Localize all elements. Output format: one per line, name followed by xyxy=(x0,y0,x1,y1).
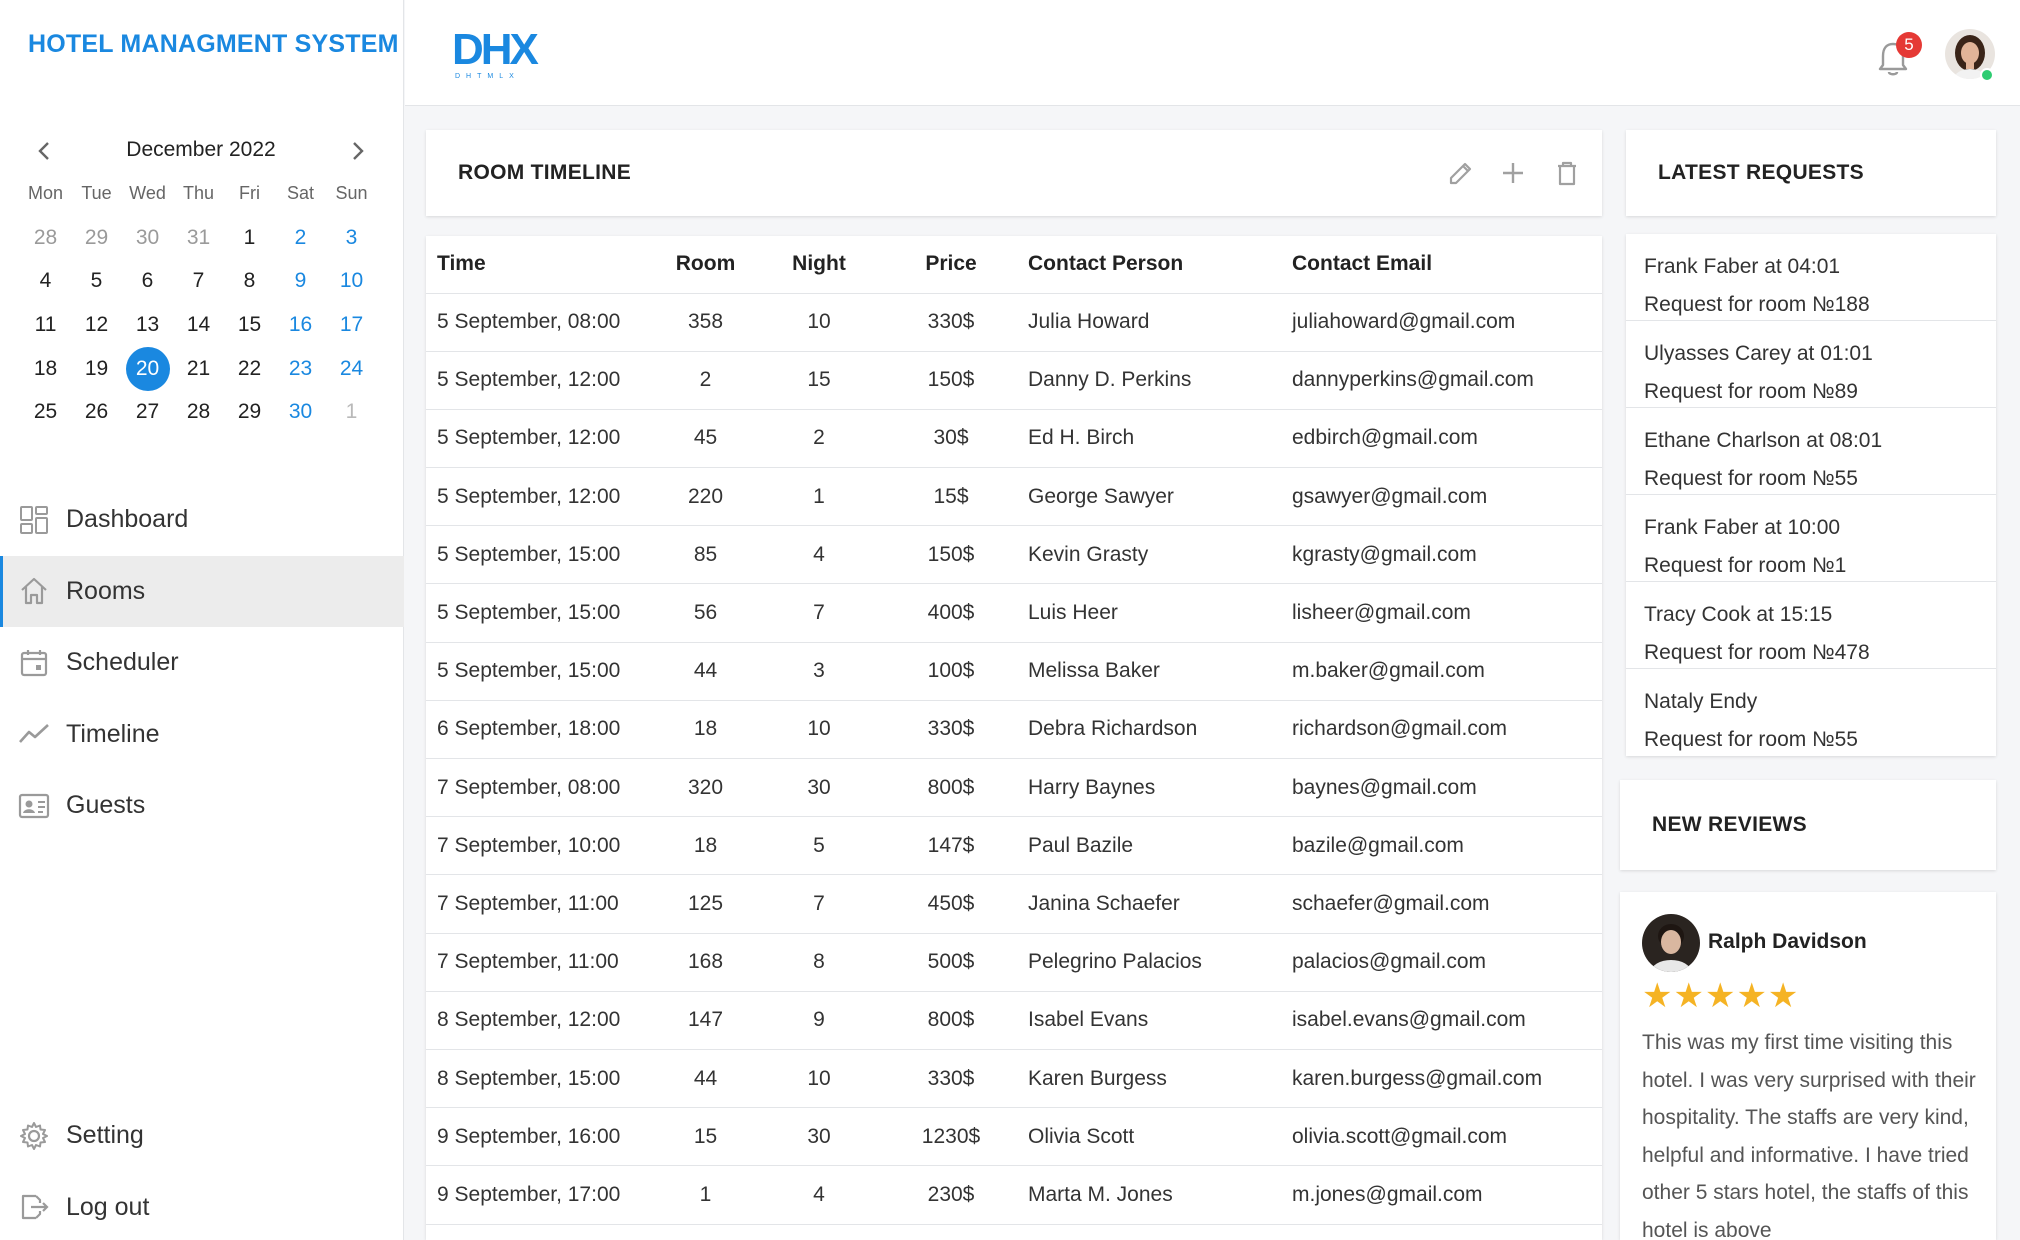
cell-contact-email: juliahoward@gmail.com xyxy=(1281,293,1602,351)
home-icon xyxy=(18,575,50,607)
table-row[interactable] xyxy=(426,1049,1602,1107)
cell-contact-person: Luis Heer xyxy=(1017,584,1281,642)
calendar-day-number: 16 xyxy=(288,312,313,336)
cell-room: 85 xyxy=(658,526,753,584)
cell-time: 7 September, 08:00 xyxy=(426,759,658,817)
sidebar-item-label: Guests xyxy=(66,791,146,820)
calendar-day-number: 13 xyxy=(135,312,160,336)
calendar-weekday: Wed xyxy=(129,183,166,203)
sidebar xyxy=(0,0,404,1240)
calendar-day[interactable] xyxy=(71,303,122,347)
cell-night: 10 xyxy=(753,1049,885,1107)
cell-night: 5 xyxy=(753,817,885,875)
reviewer-avatar xyxy=(1642,914,1700,972)
sidebar-item-label: Setting xyxy=(66,1121,144,1150)
app-title: HOTEL MANAGMENT SYSTEM xyxy=(28,30,399,58)
calendar-day-number: 23 xyxy=(288,356,313,380)
cell-room: 15 xyxy=(658,1108,753,1166)
chevron-right-icon[interactable] xyxy=(342,136,372,166)
cell-time: 9 September, 16:00 xyxy=(426,1108,658,1166)
sidebar-item-log-out[interactable] xyxy=(0,1172,404,1240)
sidebar-item-scheduler[interactable] xyxy=(0,627,404,699)
cell-time: 8 September, 12:00 xyxy=(426,991,658,1049)
cell-room: 358 xyxy=(658,293,753,351)
cell-contact-person: Paul Bazile xyxy=(1017,817,1281,875)
sidebar-item-dashboard[interactable] xyxy=(0,484,404,556)
calendar-day[interactable] xyxy=(20,390,71,434)
sidebar-nav xyxy=(0,484,404,842)
cell-room: 2 xyxy=(658,351,753,409)
cell-room: 18 xyxy=(658,817,753,875)
calendar-day[interactable] xyxy=(122,260,173,304)
cell-room: 44 xyxy=(658,1049,753,1107)
calendar-weekday: Mon xyxy=(27,183,63,203)
cell-contact-email: richardson@gmail.com xyxy=(1281,700,1602,758)
column-header-price[interactable]: Price xyxy=(885,236,1017,293)
table-row[interactable] xyxy=(426,759,1602,817)
calendar-day[interactable] xyxy=(173,216,224,260)
room-timeline-grid xyxy=(426,236,1602,1240)
calendar-day[interactable] xyxy=(71,260,122,304)
cell-price: 330$ xyxy=(885,1049,1017,1107)
table-row[interactable] xyxy=(426,351,1602,409)
cell-contact-person: Julia Howard xyxy=(1017,293,1281,351)
cell-price: 400$ xyxy=(885,584,1017,642)
cell-contact-email: lisheer@gmail.com xyxy=(1281,584,1602,642)
calendar-day-number: 1 xyxy=(243,225,256,249)
room-timeline-header xyxy=(426,130,1602,216)
cell-contact-person: Olivia Scott xyxy=(1017,1108,1281,1166)
table-row[interactable] xyxy=(426,933,1602,991)
gear-icon xyxy=(18,1120,50,1152)
table-row[interactable] xyxy=(426,584,1602,642)
calendar-day-number: 14 xyxy=(186,312,211,336)
calendar-day-number: 15 xyxy=(237,312,262,336)
request-room: Request for room №55 xyxy=(1644,728,1858,751)
calendar-day-number: 3 xyxy=(345,225,358,249)
cell-price: 800$ xyxy=(885,991,1017,1049)
sidebar-item-label: Dashboard xyxy=(66,505,189,534)
column-header-contact-email[interactable]: Contact Email xyxy=(1281,236,1602,293)
cell-time: 5 September, 12:00 xyxy=(426,409,658,467)
cell-night: 2 xyxy=(753,409,885,467)
sidebar-item-timeline[interactable] xyxy=(0,699,404,771)
sidebar-item-guests[interactable] xyxy=(0,770,404,842)
table-row[interactable] xyxy=(426,700,1602,758)
cell-night: 7 xyxy=(753,875,885,933)
cell-room: 220 xyxy=(658,468,753,526)
latest-requests-header xyxy=(1626,130,1996,216)
calendar-day-number: 2 xyxy=(294,225,307,249)
calendar-day-number: 5 xyxy=(90,269,103,293)
calendar-day-number: 28 xyxy=(186,400,211,424)
calendar-day-number: 4 xyxy=(39,269,52,293)
cell-time: 8 September, 15:00 xyxy=(426,1049,658,1107)
sidebar-nav-bottom xyxy=(0,1100,404,1240)
calendar-day-number: 28 xyxy=(33,225,58,249)
calendar-day-number: 19 xyxy=(84,356,109,380)
calendar-day[interactable] xyxy=(224,347,275,391)
cell-room: 125 xyxy=(658,875,753,933)
request-guest-time: Ethane Charlson at 08:01 xyxy=(1644,429,1883,452)
calendar-day-number: 17 xyxy=(339,312,364,336)
cell-contact-email: olivia.scott@gmail.com xyxy=(1281,1108,1602,1166)
calendar xyxy=(20,130,382,434)
calendar-icon xyxy=(18,647,50,679)
review-card xyxy=(1620,892,1996,1240)
table-row[interactable] xyxy=(426,875,1602,933)
calendar-day-number: 11 xyxy=(34,312,57,336)
cell-night: 4 xyxy=(753,526,885,584)
request-item[interactable] xyxy=(1626,669,1996,756)
calendar-day[interactable] xyxy=(122,303,173,347)
cell-contact-person: Karen Burgess xyxy=(1017,1049,1281,1107)
cell-contact-person: Melissa Baker xyxy=(1017,642,1281,700)
cell-price: 30$ xyxy=(885,409,1017,467)
cell-time: 5 September, 15:00 xyxy=(426,526,658,584)
request-guest-time: Tracy Cook at 15:15 xyxy=(1644,603,1833,626)
new-reviews-title: NEW REVIEWS xyxy=(1652,813,1807,836)
request-item[interactable] xyxy=(1626,495,1996,582)
calendar-day[interactable] xyxy=(275,390,326,434)
table-row[interactable] xyxy=(426,817,1602,875)
cell-contact-email: bazile@gmail.com xyxy=(1281,817,1602,875)
request-guest-time: Ulyasses Carey at 01:01 xyxy=(1644,342,1873,365)
calendar-day-number: 12 xyxy=(84,312,109,336)
cell-contact-person: Isabel Evans xyxy=(1017,991,1281,1049)
calendar-day-number: 30 xyxy=(135,225,160,249)
calendar-weekday: Sun xyxy=(335,183,368,203)
cell-price: 147$ xyxy=(885,817,1017,875)
calendar-day[interactable] xyxy=(326,390,377,434)
calendar-day-number: 1 xyxy=(345,400,358,424)
svg-text:DHTMLX: DHTMLX xyxy=(455,73,520,80)
cell-time: 7 September, 11:00 xyxy=(426,875,658,933)
cell-room: 18 xyxy=(658,700,753,758)
cell-night: 15 xyxy=(753,351,885,409)
cell-time: 6 September, 18:00 xyxy=(426,700,658,758)
cell-price: 800$ xyxy=(885,759,1017,817)
cell-night: 3 xyxy=(753,642,885,700)
calendar-day-number: 25 xyxy=(33,400,58,424)
calendar-day[interactable] xyxy=(122,390,173,434)
request-item[interactable] xyxy=(1626,408,1996,495)
sidebar-item-label: Rooms xyxy=(66,576,146,605)
calendar-weekday: Sat xyxy=(286,183,315,203)
cell-room: 45 xyxy=(658,409,753,467)
calendar-day[interactable] xyxy=(20,347,71,391)
calendar-day[interactable] xyxy=(275,260,326,304)
request-room: Request for room №1 xyxy=(1644,554,1847,577)
cell-time: 5 September, 15:00 xyxy=(426,584,658,642)
cell-price: 330$ xyxy=(885,293,1017,351)
calendar-day[interactable] xyxy=(275,216,326,260)
calendar-day[interactable] xyxy=(173,260,224,304)
notification-badge: 5 xyxy=(1896,32,1922,58)
calendar-day[interactable] xyxy=(224,303,275,347)
calendar-day[interactable] xyxy=(20,303,71,347)
calendar-day-number: 21 xyxy=(186,356,211,380)
calendar-day[interactable] xyxy=(326,347,377,391)
cell-contact-email: schaefer@gmail.com xyxy=(1281,875,1602,933)
table-header-row xyxy=(426,236,1602,293)
trash-icon[interactable] xyxy=(1552,158,1582,188)
cell-contact-email: edbirch@gmail.com xyxy=(1281,409,1602,467)
cell-price: 230$ xyxy=(885,1166,1017,1224)
calendar-day-number: 6 xyxy=(141,269,154,293)
room-timeline-table xyxy=(426,236,1602,1225)
cell-contact-person: Debra Richardson xyxy=(1017,700,1281,758)
dashboard-icon xyxy=(18,504,50,536)
calendar-grid xyxy=(20,170,382,434)
cell-contact-email: m.jones@gmail.com xyxy=(1281,1166,1602,1224)
table-row[interactable] xyxy=(426,642,1602,700)
cell-time: 5 September, 12:00 xyxy=(426,468,658,526)
cell-night: 30 xyxy=(753,1108,885,1166)
calendar-day-number: 10 xyxy=(339,269,364,293)
cell-contact-person: Marta M. Jones xyxy=(1017,1166,1281,1224)
calendar-day[interactable] xyxy=(122,347,173,391)
calendar-day[interactable] xyxy=(173,347,224,391)
request-room: Request for room №188 xyxy=(1644,293,1870,316)
calendar-day-number: 24 xyxy=(339,356,364,380)
edit-icon[interactable] xyxy=(1446,158,1476,188)
cell-contact-email: dannyperkins@gmail.com xyxy=(1281,351,1602,409)
calendar-day[interactable] xyxy=(326,216,377,260)
latest-requests-title: LATEST REQUESTS xyxy=(1658,161,1864,184)
cell-night: 30 xyxy=(753,759,885,817)
table-row[interactable] xyxy=(426,468,1602,526)
cell-time: 5 September, 12:00 xyxy=(426,351,658,409)
request-guest-time: Nataly Endy xyxy=(1644,690,1758,713)
request-item[interactable] xyxy=(1626,234,1996,321)
svg-text:DHX: DHX xyxy=(452,25,536,74)
cell-night: 4 xyxy=(753,1166,885,1224)
cell-contact-email: kgrasty@gmail.com xyxy=(1281,526,1602,584)
calendar-month-label: December 2022 xyxy=(126,138,276,161)
calendar-day[interactable] xyxy=(173,303,224,347)
sidebar-item-label: Log out xyxy=(66,1192,150,1221)
rating-stars: ★★★★★ xyxy=(1642,977,1800,1015)
calendar-day[interactable] xyxy=(326,260,377,304)
calendar-day[interactable] xyxy=(224,216,275,260)
cell-night: 9 xyxy=(753,991,885,1049)
cell-night: 1 xyxy=(753,468,885,526)
sidebar-item-setting[interactable] xyxy=(0,1100,404,1172)
cell-time: 7 September, 10:00 xyxy=(426,817,658,875)
cell-price: 450$ xyxy=(885,875,1017,933)
cell-contact-email: m.baker@gmail.com xyxy=(1281,642,1602,700)
table-row[interactable] xyxy=(426,1166,1602,1224)
calendar-day[interactable] xyxy=(71,347,122,391)
reviewer-name: Ralph Davidson xyxy=(1708,930,1867,953)
cell-contact-person: Pelegrino Palacios xyxy=(1017,933,1281,991)
calendar-day[interactable] xyxy=(326,303,377,347)
latest-requests-list xyxy=(1626,234,1996,756)
calendar-weekday: Tue xyxy=(81,183,112,203)
cell-contact-person: Kevin Grasty xyxy=(1017,526,1281,584)
cell-night: 10 xyxy=(753,700,885,758)
calendar-day[interactable] xyxy=(224,260,275,304)
calendar-day-number: 20 xyxy=(126,347,170,391)
calendar-day[interactable] xyxy=(224,390,275,434)
calendar-day-number: 29 xyxy=(237,400,262,424)
cell-contact-email: gsawyer@gmail.com xyxy=(1281,468,1602,526)
cell-time: 7 September, 11:00 xyxy=(426,933,658,991)
cell-room: 320 xyxy=(658,759,753,817)
cell-time: 9 September, 17:00 xyxy=(426,1166,658,1224)
cell-room: 168 xyxy=(658,933,753,991)
cell-contact-person: George Sawyer xyxy=(1017,468,1281,526)
request-room: Request for room №478 xyxy=(1644,641,1870,664)
calendar-header xyxy=(20,130,382,170)
calendar-day[interactable] xyxy=(71,216,122,260)
sidebar-item-rooms[interactable] xyxy=(0,556,404,628)
review-text: This was my first time visiting this hotel. I was very surprised with their hospitality. The staffs are very kind, helpful and informative. I have tried other 5 stars hotel, the staffs of this hotel is above xyxy=(1642,1031,1976,1240)
cell-contact-person: Danny D. Perkins xyxy=(1017,351,1281,409)
calendar-day[interactable] xyxy=(71,390,122,434)
calendar-day-number: 8 xyxy=(243,269,256,293)
calendar-day[interactable] xyxy=(275,347,326,391)
cell-room: 44 xyxy=(658,642,753,700)
table-row[interactable] xyxy=(426,409,1602,467)
calendar-weekday: Fri xyxy=(239,183,260,203)
calendar-day-number: 22 xyxy=(237,356,262,380)
cell-contact-person: Harry Baynes xyxy=(1017,759,1281,817)
column-header-room[interactable]: Room xyxy=(658,236,753,293)
cell-contact-email: karen.burgess@gmail.com xyxy=(1281,1049,1602,1107)
trend-icon xyxy=(18,718,50,750)
id-card-icon xyxy=(18,790,50,822)
calendar-day[interactable] xyxy=(173,390,224,434)
calendar-day-number: 7 xyxy=(192,269,205,293)
plus-icon[interactable] xyxy=(1498,158,1528,188)
request-room: Request for room №55 xyxy=(1644,467,1858,490)
table-row[interactable] xyxy=(426,1108,1602,1166)
cell-price: 100$ xyxy=(885,642,1017,700)
request-room: Request for room №89 xyxy=(1644,380,1858,403)
column-header-contact-person[interactable]: Contact Person xyxy=(1017,236,1281,293)
cell-room: 147 xyxy=(658,991,753,1049)
new-reviews-header xyxy=(1620,780,1996,870)
calendar-day-number: 9 xyxy=(294,269,307,293)
calendar-weekday: Thu xyxy=(182,183,215,203)
column-header-time[interactable]: Time xyxy=(426,236,658,293)
table-row[interactable] xyxy=(426,991,1602,1049)
calendar-day-number: 31 xyxy=(186,225,211,249)
cell-price: 150$ xyxy=(885,526,1017,584)
top-bar xyxy=(405,0,2020,106)
cell-price: 1230$ xyxy=(885,1108,1017,1166)
cell-room: 56 xyxy=(658,584,753,642)
table-row[interactable] xyxy=(426,293,1602,351)
logout-icon xyxy=(18,1191,50,1223)
sidebar-item-label: Scheduler xyxy=(66,648,179,677)
request-guest-time: Frank Faber at 04:01 xyxy=(1644,255,1841,278)
column-header-night[interactable]: Night xyxy=(753,236,885,293)
calendar-day-number: 30 xyxy=(288,400,313,424)
cell-room: 1 xyxy=(658,1166,753,1224)
cell-time: 5 September, 08:00 xyxy=(426,293,658,351)
room-timeline-body xyxy=(426,293,1602,1224)
calendar-day-number: 26 xyxy=(84,400,109,424)
calendar-day-number: 27 xyxy=(135,400,160,424)
calendar-day[interactable] xyxy=(20,260,71,304)
calendar-day[interactable] xyxy=(20,216,71,260)
room-timeline-title: ROOM TIMELINE xyxy=(458,161,632,184)
cell-contact-email: palacios@gmail.com xyxy=(1281,933,1602,991)
cell-contact-email: isabel.evans@gmail.com xyxy=(1281,991,1602,1049)
cell-night: 10 xyxy=(753,293,885,351)
request-item[interactable] xyxy=(1626,321,1996,408)
cell-night: 8 xyxy=(753,933,885,991)
sidebar-item-label: Timeline xyxy=(66,719,160,748)
calendar-day-number: 29 xyxy=(84,225,109,249)
cell-price: 500$ xyxy=(885,933,1017,991)
online-status-dot xyxy=(1980,68,1994,82)
cell-time: 5 September, 15:00 xyxy=(426,642,658,700)
cell-price: 330$ xyxy=(885,700,1017,758)
cell-contact-email: baynes@gmail.com xyxy=(1281,759,1602,817)
calendar-day[interactable] xyxy=(122,216,173,260)
cell-contact-person: Janina Schaefer xyxy=(1017,875,1281,933)
calendar-day[interactable] xyxy=(275,303,326,347)
cell-price: 150$ xyxy=(885,351,1017,409)
request-guest-time: Frank Faber at 10:00 xyxy=(1644,516,1841,539)
request-item[interactable] xyxy=(1626,582,1996,669)
cell-contact-person: Ed H. Birch xyxy=(1017,409,1281,467)
dhx-logo xyxy=(451,24,547,80)
cell-night: 7 xyxy=(753,584,885,642)
table-row[interactable] xyxy=(426,526,1602,584)
cell-price: 15$ xyxy=(885,468,1017,526)
calendar-day-number: 18 xyxy=(33,356,58,380)
